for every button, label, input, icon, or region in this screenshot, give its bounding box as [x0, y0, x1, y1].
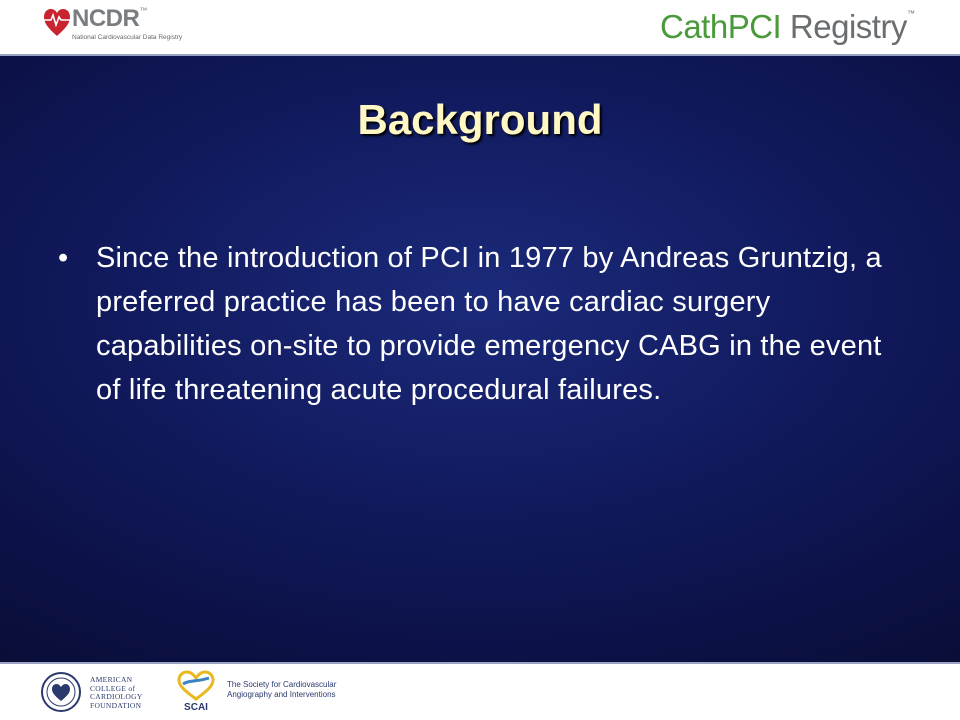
scai-abbreviation: SCAI: [184, 702, 208, 713]
scai-wordmark: The Society for Cardiovascular Angiography and Interventions: [227, 680, 337, 699]
registry-logo-registry: Registry: [781, 8, 907, 45]
cathpci-registry-logo: [660, 10, 914, 43]
scai-logo: [175, 670, 355, 714]
registry-logo-cath: Cath: [660, 8, 728, 45]
slide-header: [0, 0, 960, 52]
slide-title: Background: [357, 96, 603, 143]
slide-body: [0, 54, 960, 664]
bullet-text: Since the introduction of PCI in 1977 by Andreas Gruntzig, a preferred practice has been to have cardiac surgery capabilities on-site to provide emergency CABG in the event of life threatening acute procedural failures.: [96, 242, 882, 406]
ncdr-trademark: ™: [139, 6, 147, 15]
ncdr-subtitle: National Cardiovascular Data Registry: [72, 34, 183, 41]
ncdr-wordmark: NCDR: [72, 5, 140, 32]
scai-heart-icon: [175, 670, 217, 702]
bullet-list: [58, 236, 908, 412]
heart-pulse-icon: [44, 6, 70, 40]
bullet-dot: •: [58, 242, 69, 274]
bullet-item: [58, 236, 908, 412]
registry-logo-pci: PCI: [727, 8, 782, 45]
acc-foundation-logo: [40, 670, 164, 714]
registry-trademark: ™: [906, 9, 915, 18]
acc-wordmark: AMERICAN COLLEGE of CARDIOLOGY FOUNDATION: [90, 675, 143, 710]
ncdr-logo: [44, 6, 184, 46]
slide-footer: [0, 664, 960, 720]
acc-seal-icon: [40, 671, 82, 713]
